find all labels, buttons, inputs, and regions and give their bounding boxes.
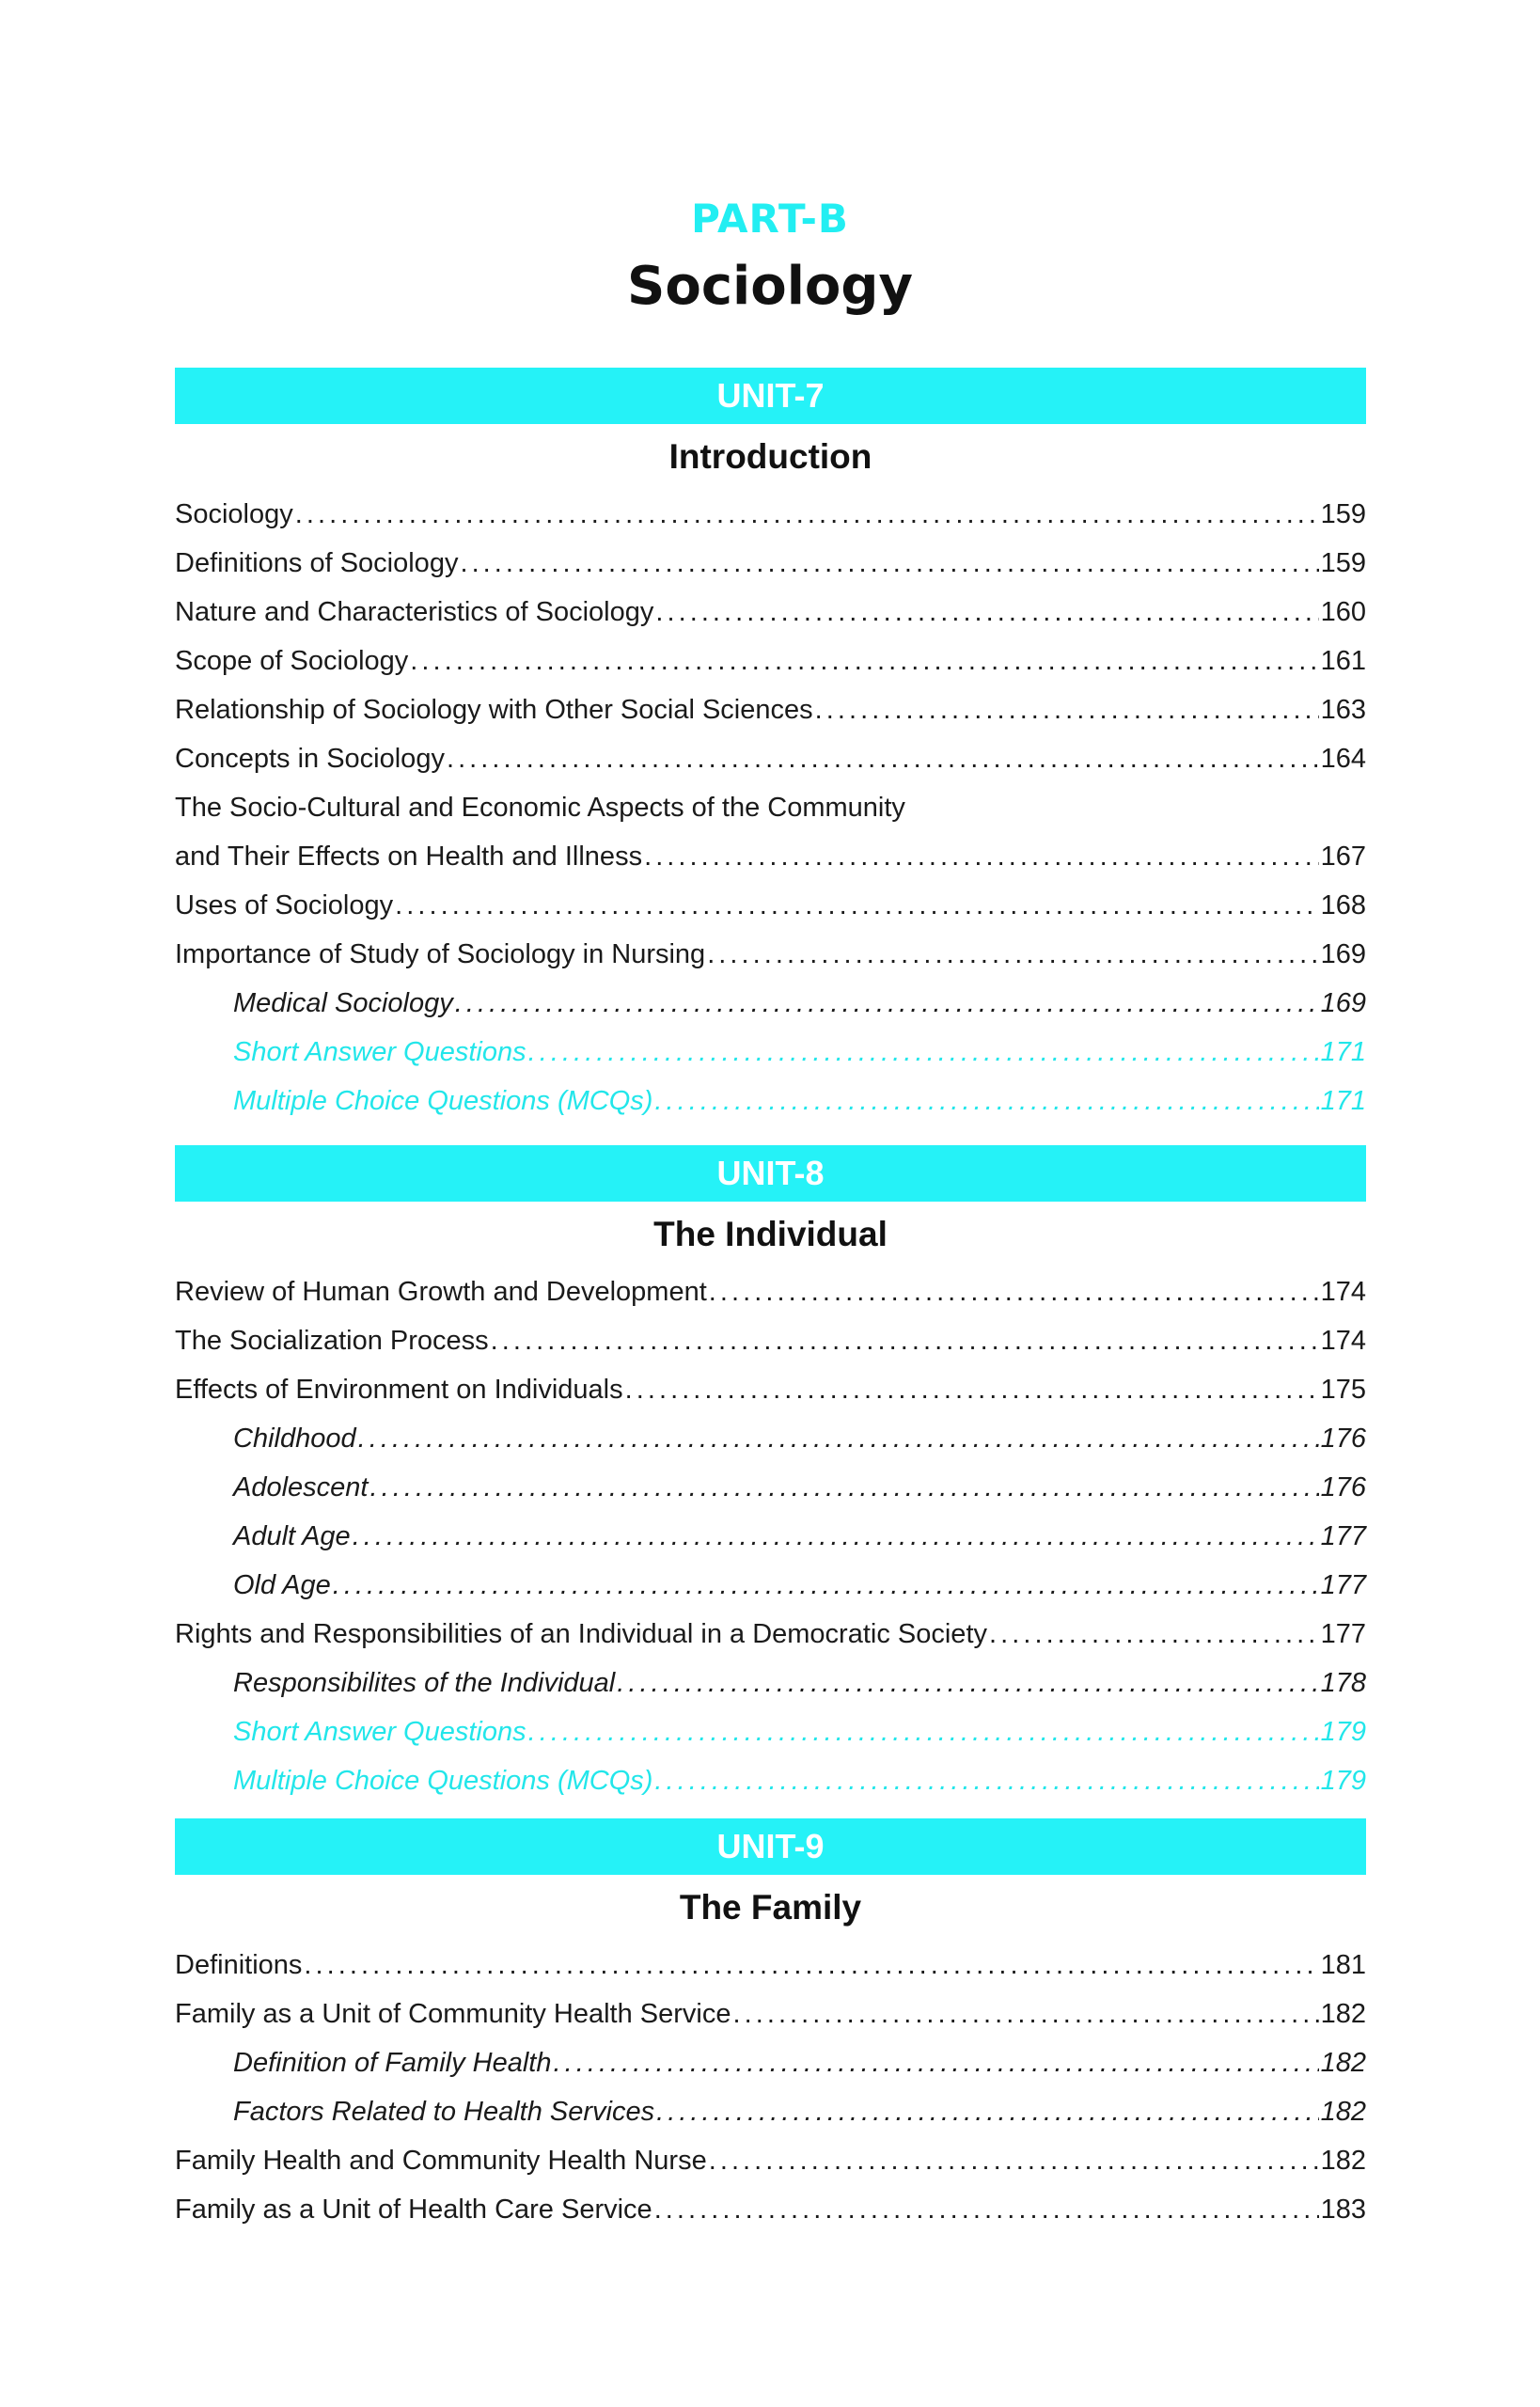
entry-text: Multiple Choice Questions (MCQs) [233, 1766, 653, 1797]
dot-leader [358, 1422, 1319, 1457]
entry-text: Multiple Choice Questions (MCQs) [233, 1086, 653, 1117]
page-number: 171 [1320, 1037, 1366, 1068]
entry-text: Short Answer Questions [233, 1037, 526, 1068]
dot-leader [304, 1948, 1318, 1984]
dot-leader [732, 1997, 1318, 2033]
dot-leader [447, 742, 1319, 778]
entry-text: Factors Related to Health Services [233, 2097, 655, 2128]
dot-leader [370, 1471, 1319, 1506]
toc-subentry-short-answer[interactable] [175, 1707, 1366, 1756]
unit-heading-bar: UNIT-9 [175, 1818, 1366, 1875]
unit-7-section [175, 368, 1366, 1125]
page-number: 167 [1320, 842, 1366, 873]
toc-entry[interactable] [175, 1365, 1366, 1414]
entry-text: The Socio-Cultural and Economic Aspects of the Community [175, 793, 905, 824]
dot-leader [654, 1764, 1318, 1800]
entry-text: Definitions of Sociology [175, 548, 459, 579]
dot-leader [528, 1035, 1319, 1071]
dot-leader [625, 1373, 1319, 1408]
entry-text: Sociology [175, 499, 293, 530]
part-label: PART-B [691, 196, 849, 242]
dot-leader [491, 1324, 1319, 1360]
dot-leader [455, 986, 1319, 1022]
dot-leader [707, 937, 1318, 973]
entry-text: Adolescent [233, 1472, 369, 1503]
toc-entry[interactable] [175, 881, 1366, 930]
unit-title: The Family [679, 1888, 862, 1927]
toc-list [175, 1941, 1366, 2234]
dot-leader [654, 2193, 1319, 2228]
entry-text: Effects of Environment on Individuals [175, 1375, 623, 1406]
page-number: 169 [1320, 939, 1366, 970]
page-number: 176 [1320, 1424, 1366, 1455]
page-number: 183 [1320, 2195, 1366, 2226]
page-number: 182 [1320, 2146, 1366, 2177]
dot-leader [353, 1519, 1319, 1555]
page-number: 174 [1320, 1326, 1366, 1357]
toc-subentry-short-answer[interactable] [175, 1028, 1366, 1077]
dot-leader [989, 1617, 1319, 1653]
page-number: 179 [1320, 1766, 1366, 1797]
page-number: 169 [1320, 988, 1366, 1019]
toc-entry[interactable] [175, 1267, 1366, 1316]
dot-leader [709, 2144, 1319, 2179]
toc-subentry[interactable] [175, 1463, 1366, 1512]
entry-text: Old Age [233, 1570, 331, 1601]
entry-text: Medical Sociology [233, 988, 453, 1019]
page-number: 168 [1320, 890, 1366, 921]
entry-text: Rights and Responsibilities of an Individual in a Democratic Society [175, 1619, 987, 1650]
dot-leader [656, 2095, 1319, 2131]
dot-leader [617, 1666, 1318, 1702]
toc-entry[interactable] [175, 1990, 1366, 2038]
toc-entry[interactable] [175, 1610, 1366, 1659]
entry-text: and Their Effects on Health and Illness [175, 842, 643, 873]
dot-leader [295, 497, 1319, 533]
page-number: 181 [1320, 1950, 1366, 1981]
page-number: 178 [1320, 1668, 1366, 1699]
dot-leader [528, 1715, 1319, 1751]
entry-text: Family as a Unit of Health Care Service [175, 2195, 652, 2226]
toc-subentry[interactable] [175, 1561, 1366, 1610]
dot-leader [333, 1568, 1319, 1604]
page-number: 177 [1320, 1521, 1366, 1552]
page-number: 163 [1320, 695, 1366, 726]
toc-entry[interactable] [175, 1316, 1366, 1365]
toc-entry[interactable] [175, 1941, 1366, 1990]
dot-leader [815, 693, 1319, 729]
toc-entry[interactable] [175, 930, 1366, 979]
unit-title: Introduction [668, 437, 872, 476]
toc-entry[interactable] [175, 783, 1366, 832]
page-number: 164 [1320, 744, 1366, 775]
page-number: 177 [1320, 1570, 1366, 1601]
unit-heading-bar: UNIT-8 [175, 1145, 1366, 1202]
toc-subentry[interactable] [175, 1414, 1366, 1463]
dot-leader [395, 889, 1318, 924]
entry-text: Family as a Unit of Community Health Service [175, 1999, 731, 2030]
toc-subentry[interactable] [175, 1659, 1366, 1707]
toc-entry[interactable] [175, 588, 1366, 637]
toc-entry[interactable] [175, 734, 1366, 783]
unit-9-section [175, 1818, 1366, 2234]
entry-text: Uses of Sociology [175, 890, 394, 921]
part-title: Sociology [627, 256, 913, 317]
toc-subentry[interactable] [175, 1512, 1366, 1561]
toc-entry[interactable] [175, 2185, 1366, 2234]
page-number: 182 [1320, 1999, 1366, 2030]
dot-leader [654, 1084, 1318, 1120]
page-number: 177 [1320, 1619, 1366, 1650]
entry-text: The Socialization Process [175, 1326, 489, 1357]
page-number: 171 [1320, 1086, 1366, 1117]
unit-8-section [175, 1145, 1366, 1805]
entry-text: Importance of Study of Sociology in Nursing [175, 939, 706, 970]
entry-text: Short Answer Questions [233, 1717, 526, 1748]
page-number: 176 [1320, 1472, 1366, 1503]
toc-list [175, 1267, 1366, 1805]
dot-leader [709, 1275, 1319, 1311]
dot-leader [644, 840, 1319, 875]
entry-text: Adult Age [233, 1521, 351, 1552]
toc-subentry[interactable] [175, 2087, 1366, 2136]
unit-title: The Individual [653, 1215, 888, 1253]
toc-entry[interactable] [175, 539, 1366, 588]
toc-subentry[interactable] [175, 979, 1366, 1028]
toc-entry[interactable] [175, 832, 1366, 881]
entry-text: Responsibilites of the Individual [233, 1668, 616, 1699]
toc-entry[interactable] [175, 490, 1366, 539]
entry-text: Nature and Characteristics of Sociology [175, 597, 654, 628]
entry-text: Review of Human Growth and Development [175, 1277, 707, 1308]
dot-leader [655, 595, 1318, 631]
entry-text: Scope of Sociology [175, 646, 409, 677]
toc-entry[interactable] [175, 637, 1366, 685]
toc-entry[interactable] [175, 2136, 1366, 2185]
toc-subentry-mcq[interactable] [175, 1756, 1366, 1805]
toc-list [175, 490, 1366, 1125]
page-number: 174 [1320, 1277, 1366, 1308]
entry-text: Family Health and Community Health Nurse [175, 2146, 707, 2177]
dot-leader [460, 546, 1318, 582]
unit-heading-bar: UNIT-7 [175, 368, 1366, 424]
page-number: 182 [1320, 2097, 1366, 2128]
page-number: 182 [1320, 2048, 1366, 2079]
toc-entry[interactable] [175, 685, 1366, 734]
toc-subentry-mcq[interactable] [175, 1077, 1366, 1125]
page-number: 159 [1320, 499, 1366, 530]
entry-text: Childhood [233, 1424, 356, 1455]
page-number: 179 [1320, 1717, 1366, 1748]
dot-leader [410, 644, 1318, 680]
entry-text: Concepts in Sociology [175, 744, 445, 775]
entry-text: Definitions [175, 1950, 303, 1981]
page-number: 160 [1320, 597, 1366, 628]
page-number: 161 [1320, 646, 1366, 677]
page-number: 159 [1320, 548, 1366, 579]
entry-text: Definition of Family Health [233, 2048, 552, 2079]
page-number: 175 [1320, 1375, 1366, 1406]
toc-subentry[interactable] [175, 2038, 1366, 2087]
dot-leader [553, 2046, 1318, 2082]
entry-text: Relationship of Sociology with Other Social Sciences [175, 695, 813, 726]
